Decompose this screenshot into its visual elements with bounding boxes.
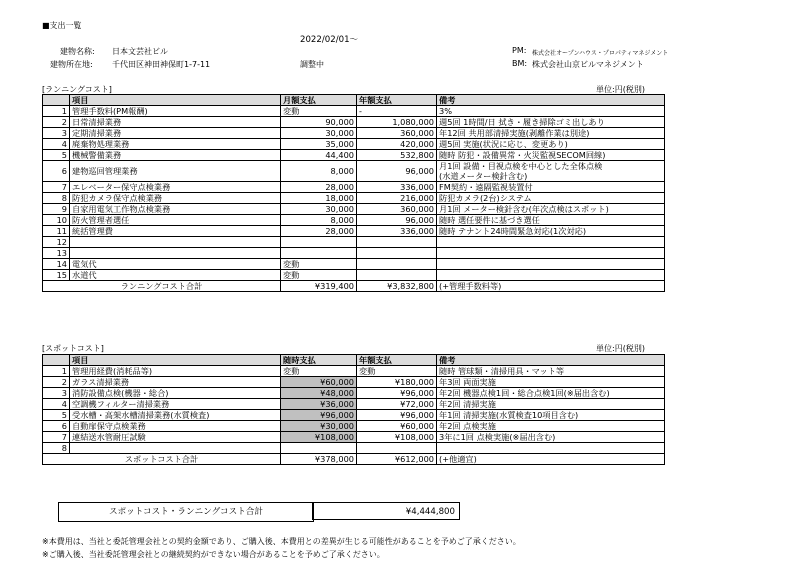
row-monthly <box>281 443 357 454</box>
row-note: 随時 管球類・清掃用具・マット等 <box>437 366 665 377</box>
footnote-2: ※ご購入後、当社委託管理会社との継続契約ができない場合があることを予めご了承ください。 <box>42 550 385 559</box>
row-monthly: ¥60,000 <box>281 377 357 388</box>
row-item <box>70 248 281 259</box>
bm-label: BM: <box>512 59 528 68</box>
row-annual: 360,000 <box>357 128 437 139</box>
pm-company: 株式会社オープンハウス・プロパティマネジメント <box>532 50 669 57</box>
row-note: 随時 選任要件に基づき選任 <box>437 215 665 226</box>
row-note: 3年に1回 点検実施(※届出含む) <box>437 432 665 443</box>
row-note: 月1回 メーター検針含む(年次点検はスポット) <box>437 204 665 215</box>
running-total-label: ランニングコスト合計 <box>43 281 281 292</box>
row-item: 防火管理者選任 <box>70 215 281 226</box>
row-note <box>437 259 665 270</box>
row-item: 空調機フィルター清掃業務 <box>70 399 281 410</box>
row-monthly: 28,000 <box>281 226 357 237</box>
row-note: FM契約・遠隔監視装置付 <box>437 182 665 193</box>
row-item: 建物巡回管理業務 <box>70 161 281 182</box>
row-annual: ¥96,000 <box>357 410 437 421</box>
building-name: 日本文芸社ビル <box>112 47 168 56</box>
row-annual <box>357 248 437 259</box>
address: 千代田区神田神保町1-7-11 <box>112 60 211 69</box>
row-item: 管理手数料(PM報酬) <box>70 106 281 117</box>
row-annual: 336,000 <box>357 182 437 193</box>
table-row <box>43 259 665 270</box>
row-number: 8 <box>43 193 70 204</box>
header-corner <box>43 355 70 366</box>
row-note <box>437 443 665 454</box>
row-number: 4 <box>43 399 70 410</box>
table-row <box>43 193 665 204</box>
row-annual: 96,000 <box>357 161 437 182</box>
row-note: 3% <box>437 106 665 117</box>
header-annual: 年額支払 <box>357 355 437 366</box>
pm-label: PM: <box>512 46 527 55</box>
row-annual: - <box>357 106 437 117</box>
row-annual: 360,000 <box>357 204 437 215</box>
spot-total-note: (+他適宜) <box>437 454 665 465</box>
spot-header-row <box>43 355 665 366</box>
row-monthly: 35,000 <box>281 139 357 150</box>
spot-unit: 単位:円(税別) <box>596 344 645 353</box>
table-row <box>43 432 665 443</box>
row-item: 電気代 <box>70 259 281 270</box>
row-annual: 96,000 <box>357 215 437 226</box>
spot-cost-table <box>42 354 665 465</box>
row-note: 年12回 共用部清掃実施(剥離作業は別途) <box>437 128 665 139</box>
row-item: 機械警備業務 <box>70 150 281 161</box>
row-item: 定期清掃業務 <box>70 128 281 139</box>
row-number: 1 <box>43 366 70 377</box>
row-annual: ¥60,000 <box>357 421 437 432</box>
table-row <box>43 388 665 399</box>
row-monthly: 8,000 <box>281 161 357 182</box>
row-number: 6 <box>43 161 70 182</box>
row-item: 管理用経費(消耗品等) <box>70 366 281 377</box>
row-number: 2 <box>43 117 70 128</box>
row-note: 随時 防犯・設備異常・火災監視SECOM回線) <box>437 150 665 161</box>
building-name-label: 建物名称: <box>60 47 95 56</box>
table-row <box>43 106 665 117</box>
row-note: 年2回 機器点検1回・総合点検1回(※届出含む) <box>437 388 665 399</box>
row-number: 10 <box>43 215 70 226</box>
row-annual <box>357 443 437 454</box>
running-cost-table <box>42 94 665 292</box>
table-row <box>43 377 665 388</box>
grand-total-label: スポットコスト・ランニングコスト合計 <box>58 502 314 522</box>
table-row <box>43 117 665 128</box>
row-monthly: ¥48,000 <box>281 388 357 399</box>
spot-section-title: [スポットコスト] <box>42 344 104 353</box>
row-monthly: ¥30,000 <box>281 421 357 432</box>
row-note <box>437 161 665 182</box>
row-number: 7 <box>43 432 70 443</box>
table-row <box>43 161 665 182</box>
row-note <box>437 237 665 248</box>
row-monthly: 変動 <box>281 270 357 281</box>
row-annual: 532,800 <box>357 150 437 161</box>
row-item: 連結送水管耐圧試験 <box>70 432 281 443</box>
table-row <box>43 150 665 161</box>
row-annual <box>357 270 437 281</box>
row-number: 5 <box>43 150 70 161</box>
row-note: 週5回 1時間/日 拭き・履き掃除ゴミ出しあり <box>437 117 665 128</box>
table-row <box>43 421 665 432</box>
header-corner <box>43 95 70 106</box>
running-unit: 単位:円(税別) <box>596 85 645 94</box>
header-monthly: 随時支払 <box>281 355 357 366</box>
row-number: 8 <box>43 443 70 454</box>
running-total-row <box>43 281 665 292</box>
row-monthly: 8,000 <box>281 215 357 226</box>
row-monthly: 変動 <box>281 106 357 117</box>
row-item: 受水槽・高架水槽清掃業務(水質検査) <box>70 410 281 421</box>
row-number: 6 <box>43 421 70 432</box>
row-item: ガラス清掃業務 <box>70 377 281 388</box>
row-monthly: 30,000 <box>281 204 357 215</box>
row-annual: 216,000 <box>357 193 437 204</box>
row-note: 年1回 清掃実施(水質検査10項目含む) <box>437 410 665 421</box>
row-annual: ¥72,000 <box>357 399 437 410</box>
row-note-line: 月1回 設備・目視点検を中心とした全体点検 <box>439 161 603 171</box>
row-monthly: 18,000 <box>281 193 357 204</box>
row-number: 3 <box>43 128 70 139</box>
row-number: 12 <box>43 237 70 248</box>
row-monthly: 変動 <box>281 366 357 377</box>
row-monthly: ¥96,000 <box>281 410 357 421</box>
row-number: 7 <box>43 182 70 193</box>
row-note: 防犯カメラ(2台)システム <box>437 193 665 204</box>
row-item: 消防設備点検(機器・総合) <box>70 388 281 399</box>
row-monthly <box>281 248 357 259</box>
table-row <box>43 248 665 259</box>
row-number: 4 <box>43 139 70 150</box>
header-monthly: 月額支払 <box>281 95 357 106</box>
row-annual: 420,000 <box>357 139 437 150</box>
row-note: 年2回 清掃実施 <box>437 399 665 410</box>
running-total-annual: ¥3,832,800 <box>357 281 437 292</box>
table-row <box>43 410 665 421</box>
table-row <box>43 139 665 150</box>
footnote-1: ※本費用は、当社と委託管理会社との契約金額であり、ご購入後、本費用との差異が生じる可能性があることを予めご了承ください。 <box>42 537 521 546</box>
table-row <box>43 182 665 193</box>
row-note: 年3回 両面実施 <box>437 377 665 388</box>
row-item: 日常清掃業務 <box>70 117 281 128</box>
row-note-line: (水道メーター検針含む) <box>439 171 528 181</box>
row-note: 週5回 実施(状況に応じ、変更あり) <box>437 139 665 150</box>
grand-total-value: ¥4,444,800 <box>312 502 460 520</box>
header-note: 備考 <box>437 95 665 106</box>
row-annual <box>357 237 437 248</box>
table-row <box>43 215 665 226</box>
row-note: 随時 テナント24時間緊急対応(1次対応) <box>437 226 665 237</box>
row-number: 9 <box>43 204 70 215</box>
row-annual: 変動 <box>357 366 437 377</box>
row-annual: ¥180,000 <box>357 377 437 388</box>
table-row <box>43 366 665 377</box>
status: 調整中 <box>300 60 324 69</box>
row-monthly: ¥108,000 <box>281 432 357 443</box>
row-annual: 1,080,000 <box>357 117 437 128</box>
row-item: 自家用電気工作物点検業務 <box>70 204 281 215</box>
spot-total-monthly: ¥378,000 <box>281 454 357 465</box>
spot-total-annual: ¥612,000 <box>357 454 437 465</box>
row-note: 年2回 点検実施 <box>437 421 665 432</box>
row-item <box>70 443 281 454</box>
row-annual: 336,000 <box>357 226 437 237</box>
table-row <box>43 226 665 237</box>
row-item: 防犯カメラ保守点検業務 <box>70 193 281 204</box>
row-item <box>70 237 281 248</box>
row-item: 廃棄物処理業務 <box>70 139 281 150</box>
row-monthly <box>281 237 357 248</box>
header-item: 項目 <box>70 95 281 106</box>
row-note <box>437 270 665 281</box>
row-number: 13 <box>43 248 70 259</box>
header-item: 項目 <box>70 355 281 366</box>
table-row <box>43 443 665 454</box>
table-row <box>43 204 665 215</box>
row-item: 自動扉保守点検業務 <box>70 421 281 432</box>
row-monthly: 90,000 <box>281 117 357 128</box>
running-total-monthly: ¥319,400 <box>281 281 357 292</box>
row-number: 11 <box>43 226 70 237</box>
row-annual: ¥96,000 <box>357 388 437 399</box>
row-number: 5 <box>43 410 70 421</box>
row-item: エレベーター保守点検業務 <box>70 182 281 193</box>
row-monthly: 28,000 <box>281 182 357 193</box>
row-item: 統括管理費 <box>70 226 281 237</box>
header-annual: 年額支払 <box>357 95 437 106</box>
row-number: 15 <box>43 270 70 281</box>
spot-total-row <box>43 454 665 465</box>
header-note: 備考 <box>437 355 665 366</box>
table-row <box>43 399 665 410</box>
running-total-note: (+管理手数料等) <box>437 281 665 292</box>
row-number: 14 <box>43 259 70 270</box>
table-row <box>43 270 665 281</box>
table-row <box>43 128 665 139</box>
row-item: 水道代 <box>70 270 281 281</box>
row-number: 2 <box>43 377 70 388</box>
address-label: 建物所在地: <box>50 60 93 69</box>
running-section-title: [ランニングコスト] <box>42 85 112 94</box>
row-monthly: ¥36,000 <box>281 399 357 410</box>
table-row <box>43 237 665 248</box>
period-date: 2022/02/01〜 <box>300 35 359 45</box>
row-number: 3 <box>43 388 70 399</box>
bm-company: 株式会社山京ビルマネジメント <box>532 60 644 69</box>
row-number: 1 <box>43 106 70 117</box>
document-heading: ■支出一覧 <box>42 21 82 30</box>
running-header-row <box>43 95 665 106</box>
spot-total-label: スポットコスト合計 <box>43 454 281 465</box>
row-annual <box>357 259 437 270</box>
row-monthly: 変動 <box>281 259 357 270</box>
row-note <box>437 248 665 259</box>
row-monthly: 30,000 <box>281 128 357 139</box>
row-monthly: 44,400 <box>281 150 357 161</box>
row-annual: ¥108,000 <box>357 432 437 443</box>
